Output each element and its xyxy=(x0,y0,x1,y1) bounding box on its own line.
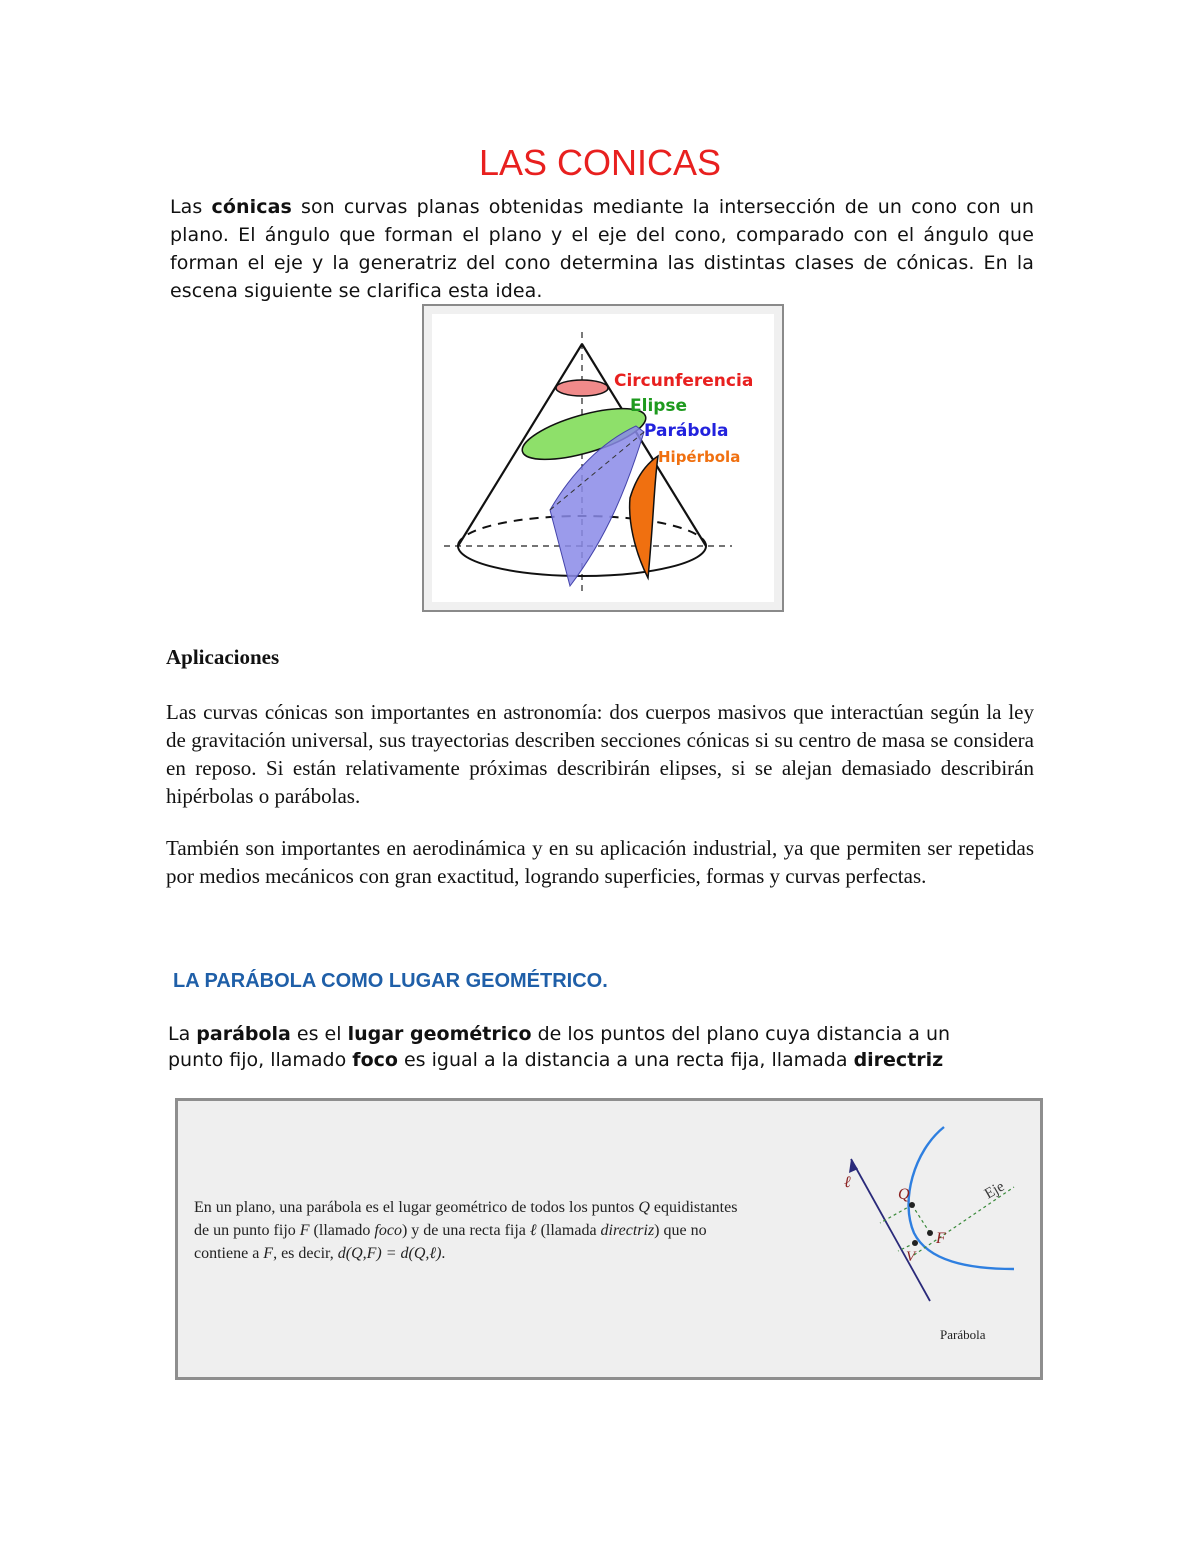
def-bold-foco: foco xyxy=(352,1049,398,1071)
intro-text-2: son curvas planas obtenidas mediante la intersección de un cono con un plano. El ángulo que forman el plano y el eje del cono, comparado con el ángulo que forman el eje y la generatriz del cono determina las distintas clases de cónicas. En la escena siguiente se clarifica esta idea. xyxy=(170,196,1034,302)
box-text-3: (llamado xyxy=(309,1222,375,1239)
applications-paragraph-2: También son importantes en aerodinámica y en su aplicación industrial, ya que permiten ser repetidas por medios mecánicos con gran exactitud, logrando superficies, formas y curvas perfectas. xyxy=(166,836,1034,888)
segment-qf xyxy=(912,1205,930,1233)
label-q: Q xyxy=(898,1186,910,1203)
label-f: F xyxy=(936,1230,946,1247)
directrix-line xyxy=(851,1159,930,1301)
box-var-f: F xyxy=(299,1222,310,1239)
def-bold-directriz: directriz xyxy=(853,1049,944,1071)
applications-paragraph-1: Las curvas cónicas son importantes en astronomía: dos cuerpos masivos que interactúan según la ley de gravitación universal, sus trayectorias describen secciones cónicas si su centro de masa se considera en reposo. Si están relativamente próximas describirán elipses, si se alejan demasiado describirán hipérbolas o parábolas. xyxy=(166,700,1034,808)
def-bold-lugar: lugar geométrico xyxy=(347,1023,532,1045)
intro-paragraph xyxy=(170,193,1034,305)
def-text-4: es igual a la distancia a una recta fija, llamada xyxy=(397,1049,854,1071)
point-v xyxy=(912,1240,918,1246)
intro-text-1: Las xyxy=(170,196,212,218)
def-bold-parabola: parábola xyxy=(196,1023,291,1045)
box-var-l: ℓ xyxy=(529,1222,537,1239)
def-text-1: La xyxy=(168,1023,197,1045)
circle-section xyxy=(556,380,608,396)
box-text-4: ) y de una recta fija xyxy=(401,1222,530,1239)
label-parabola: Parábola xyxy=(644,421,729,441)
def-text-2: es el xyxy=(290,1023,348,1045)
box-text-7: , es decir, xyxy=(273,1245,338,1262)
point-q xyxy=(909,1202,915,1208)
def-text-3: de los puntos del plano cuya distancia a un punto fijo, llamado xyxy=(168,1023,951,1071)
label-v: V xyxy=(906,1249,916,1265)
intro-bold-conicas: cónicas xyxy=(211,196,292,218)
label-circunferencia: Circunferencia xyxy=(614,371,754,391)
box-text-1: En un plano, una parábola es el lugar geométrico de todos los puntos xyxy=(194,1199,639,1216)
box-text-2: equidistantes de un punto fijo xyxy=(194,1199,738,1239)
cone-figure xyxy=(422,304,784,612)
cone-diagram xyxy=(432,314,774,602)
box-word-foco: foco xyxy=(374,1222,402,1239)
parabola-caption: Parábola xyxy=(940,1327,986,1342)
box-text-6: ) que no contiene a xyxy=(194,1222,707,1262)
box-text-5: (llamada xyxy=(536,1222,601,1239)
box-text-8: . xyxy=(441,1245,446,1262)
label-elipse: Elipse xyxy=(630,396,688,416)
page-title: LAS CONICAS xyxy=(478,142,722,183)
applications-heading: Aplicaciones xyxy=(166,645,280,669)
definition-box-text xyxy=(194,1196,754,1265)
box-word-directriz: directriz xyxy=(600,1222,655,1239)
label-eje: Eje xyxy=(982,1178,1008,1203)
label-l: ℓ xyxy=(844,1174,851,1191)
parabola-definition-paragraph xyxy=(168,1021,988,1073)
box-formula: d(Q,F) = d(Q,ℓ) xyxy=(337,1245,442,1262)
box-var-f2: F xyxy=(263,1245,274,1262)
box-var-q: Q xyxy=(638,1199,650,1216)
parabola-definition-box xyxy=(175,1098,1043,1380)
label-hiperbola: Hipérbola xyxy=(658,448,741,466)
parabola-diagram xyxy=(818,1111,1028,1321)
point-f xyxy=(927,1230,933,1236)
parabola-section-heading: LA PARÁBOLA COMO LUGAR GEOMÉTRICO. xyxy=(173,970,608,992)
